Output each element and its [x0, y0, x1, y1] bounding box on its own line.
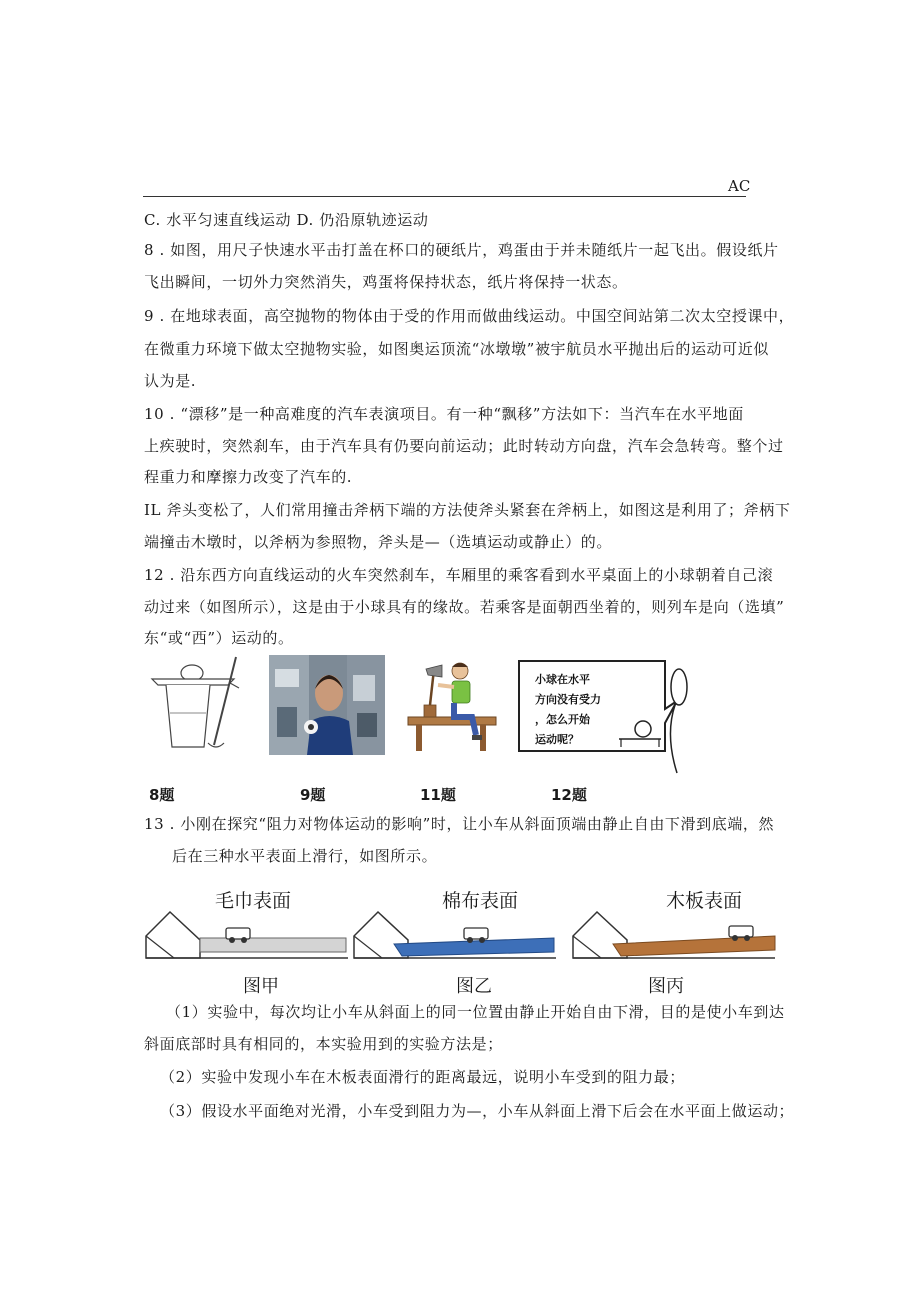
figure-9-space-photo	[269, 655, 385, 755]
surface-diagram-wood	[571, 908, 777, 960]
text-line: 8 . 如图，用尺子快速水平击打盖在杯口的硬纸片，鸡蛋由于并未随纸片一起飞出。假设纸片	[144, 241, 779, 259]
figure-label-12: 12题	[551, 786, 587, 804]
text-line: 在微重力环境下做太空抛物实验，如图奥运顶流“冰墩墩”被宇航员水平抛出后的运动可近似	[144, 340, 769, 358]
text-line: 9 . 在地球表面，高空抛物的物体由于受的作用而做曲线运动。中国空间站第二次太空授课中，	[144, 307, 795, 325]
figure-12-speech-bubble	[515, 655, 695, 775]
text-line: 飞出瞬间，一切外力突然消失，鸡蛋将保持状态，纸片将保持一状态。	[144, 273, 628, 291]
text-line: 10 . “漂移”是一种高难度的汽车表演项目。有一种“飘移”方法如下：当汽车在水平地面	[144, 405, 744, 423]
text-line: 12 . 沿东西方向直线运动的火车突然刹车，车厢里的乘客看到水平桌面上的小球朝着自己滚	[144, 566, 774, 584]
figure-11-axe-bench	[402, 655, 500, 755]
surface-title: 棉布表面	[442, 890, 519, 912]
speech-line: 运动呢？	[535, 733, 579, 746]
surface-diagram-towel	[144, 908, 350, 960]
speech-line: 方向没有受力	[535, 693, 601, 706]
text-line: 认为是.	[144, 372, 197, 390]
surface-diagram-cotton	[352, 908, 558, 960]
speech-line: ，怎么开始	[535, 713, 590, 726]
surface-title: 木板表面	[666, 890, 743, 912]
text-line: IL 斧头变松了，人们常用撞击斧柄下端的方法使斧头紧套在斧柄上，如图这是利用了；斧柄下	[144, 501, 791, 519]
text-line: 动过来（如图所示），这是由于小球具有的缘故。若乘客是面朝西坐着的，则列车是向（选填”	[144, 598, 785, 616]
text-line: 上疾驶时，突然刹车，由于汽车具有仍要向前运动；此时转动方向盘，汽车会急转弯。整个过	[144, 437, 784, 455]
text-line: 斜面底部时具有相同的，本实验用到的实验方法是；	[144, 1035, 503, 1053]
figure-8-egg-cup	[144, 655, 244, 755]
surface-caption: 图甲	[243, 976, 279, 997]
surface-caption: 图丙	[648, 976, 684, 997]
header-rule	[143, 196, 746, 197]
figure-label-8: 8题	[149, 786, 175, 804]
text-line: C. 水平匀速直线运动 D. 仍沿原轨迹运动	[144, 211, 429, 229]
text-line: 东“或“西”）运动的。	[144, 629, 294, 647]
surface-title: 毛巾表面	[215, 890, 292, 912]
figure-label-11: 11题	[420, 786, 456, 804]
text-line: （1）实验中，每次均让小车从斜面上的同一位置由静止开始自由下滑，目的是使小车到达	[166, 1003, 785, 1021]
surface-caption: 图乙	[456, 976, 492, 997]
header-tag: AC	[728, 177, 751, 195]
text-line: 13 . 小刚在探究“阻力对物体运动的影响”时，让小车从斜面顶端由静止自由下滑到底端，然	[144, 815, 775, 833]
speech-line: 小球在水平	[535, 673, 590, 686]
text-line: 后在三种水平表面上滑行，如图所示。	[172, 847, 438, 865]
figure-label-9: 9题	[300, 786, 326, 804]
text-line: 程重力和摩擦力改变了汽车的.	[144, 468, 353, 486]
text-line: （3）假设水平面绝对光滑，小车受到阻力为—，小车从斜面上滑下后会在水平面上做运动；	[160, 1102, 795, 1120]
text-line: 端撞击木墩时，以斧柄为参照物，斧头是—（选填运动或静止）的。	[144, 533, 613, 551]
text-line: （2）实验中发现小车在木板表面滑行的距离最远，说明小车受到的阻力最；	[160, 1068, 685, 1086]
